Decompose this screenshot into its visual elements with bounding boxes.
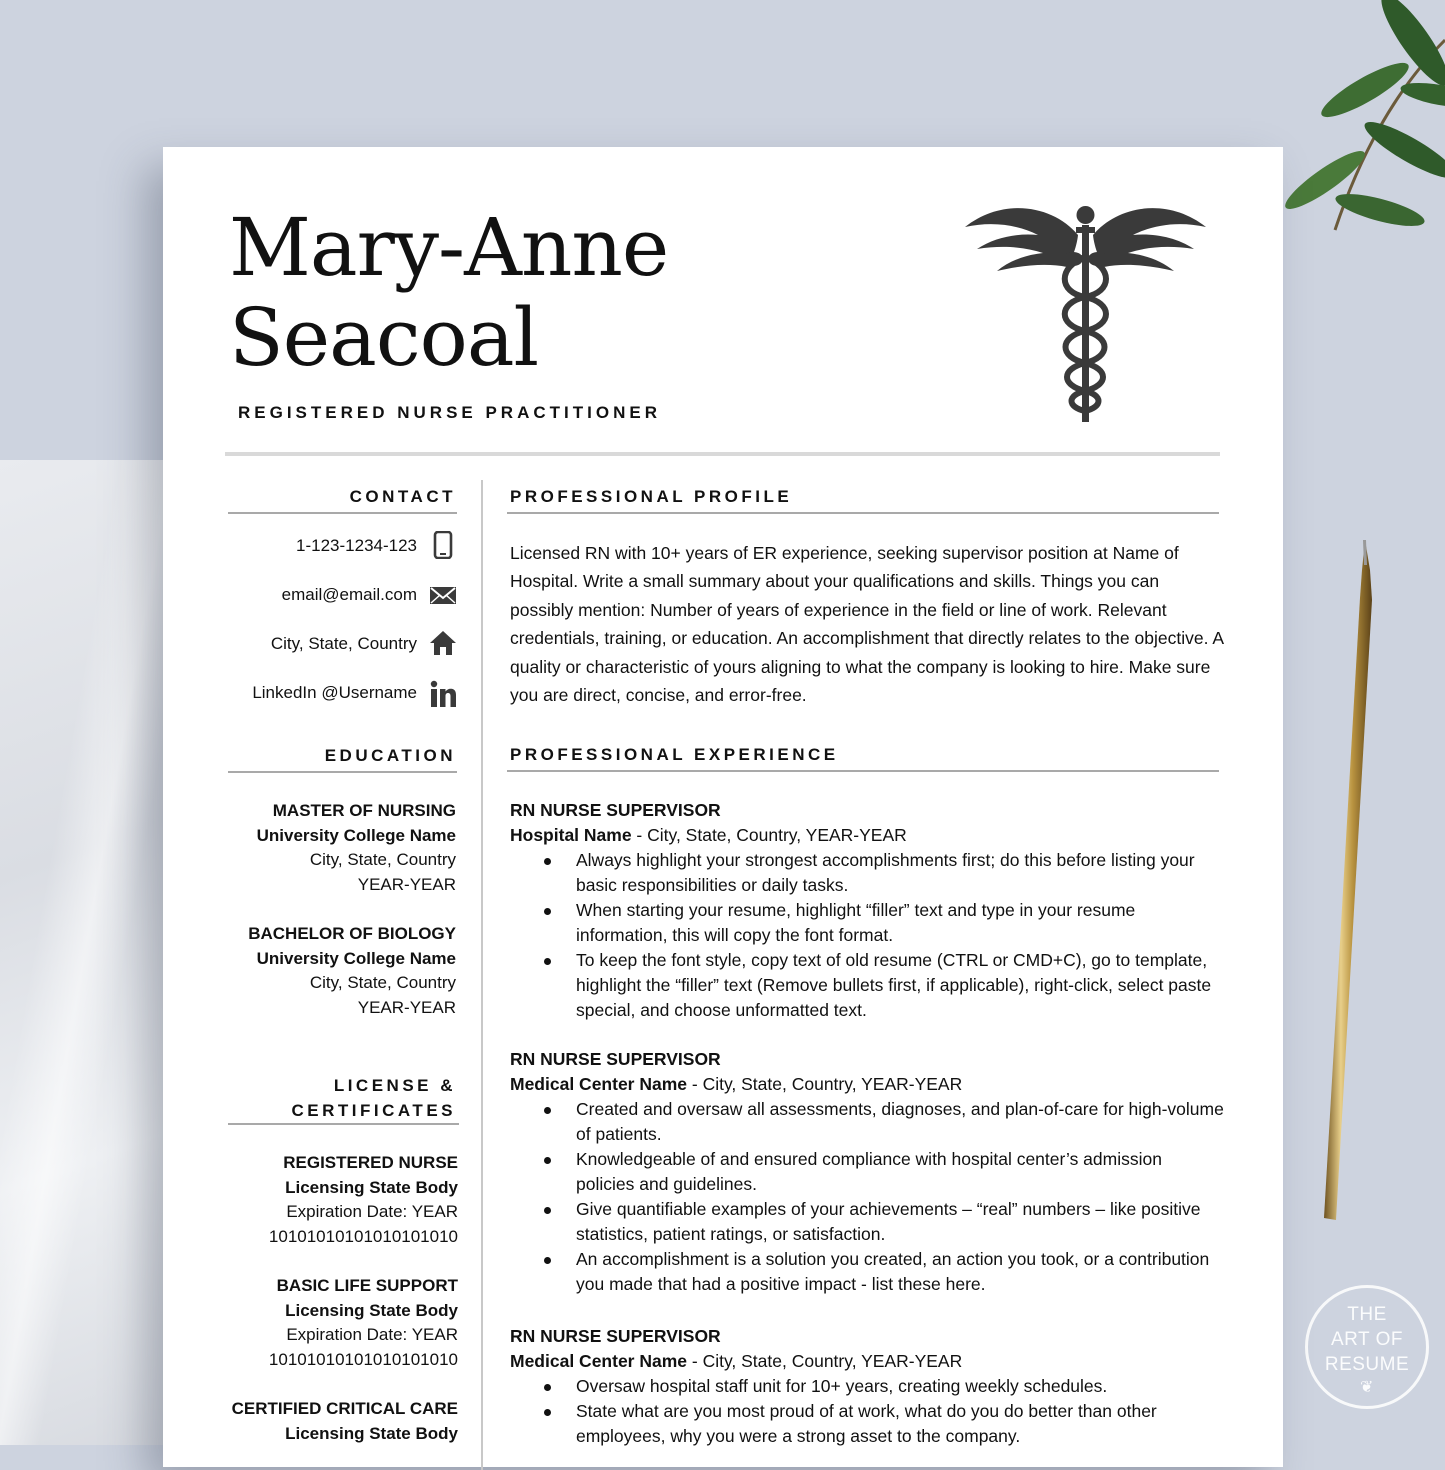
logo-line-3: RESUME (1324, 1354, 1410, 1375)
profile-rule (507, 512, 1219, 514)
license-body: Licensing State Body (285, 1423, 458, 1443)
bullet-item: When starting your resume, highlight “filler” text and type in your resume information, this will copy the font format. (510, 898, 1225, 948)
profile-summary: Licensed RN with 10+ years of ER experience, seeking supervisor position at Name of Hospital. Write a small summary about your qualifications and skills. Things you can possibly mention: Number of years of experience in the field or line of work. Relevant credentials, training, or education. An accomplishment that directly relates to the objective. A quality or characteristic of yours aligning to what the company is looking to hire. Make sure you are direct, concise, and error-free. (510, 543, 1224, 706)
license-name: BASIC LIFE SUPPORT (276, 1276, 458, 1295)
license-name: CERTIFIED CRITICAL CARE (231, 1399, 458, 1418)
bullet-item: To keep the font style, copy text of old resume (CTRL or CMD+C), go to template, highlight the “filler” text (Remove bullets first, if applicable), right-click, select paste special, and choose unformatted text. (510, 948, 1225, 1023)
education-heading: EDUCATION (324, 746, 456, 765)
gold-pen-decoration (1310, 540, 1390, 1230)
license-body: Licensing State Body (285, 1177, 458, 1197)
experience-entry (510, 1047, 1225, 1297)
header-divider (225, 452, 1220, 456)
employer-name: Hospital Name (510, 825, 632, 845)
logo-line-1: THE (1347, 1304, 1387, 1325)
job-details: - City, State, Country, YEAR-YEAR (687, 1351, 963, 1371)
license-number: 10101010101010101010 (268, 1350, 458, 1370)
linkedin-icon (429, 680, 457, 708)
school-location: City, State, Country (309, 850, 456, 870)
bullet-item: Give quantifiable examples of your achievements – “real” numbers – like positive statistics, patient ratings, or satisfaction. (510, 1197, 1225, 1247)
bullet-item: An accomplishment is a solution you created, an action you took, or a contribution you made that had a positive impact - list these here. (510, 1247, 1225, 1297)
license-heading-line-2: CERTIFICATES (291, 1101, 456, 1120)
marble-surface (0, 460, 170, 1445)
license-entry (269, 1274, 458, 1373)
license-heading-line-1: LICENSE & (333, 1076, 456, 1095)
license-number: 10101010101010101010 (268, 1227, 458, 1247)
school-years: YEAR-YEAR (357, 998, 456, 1018)
mail-icon (429, 581, 457, 609)
job-details: - City, State, Country, YEAR-YEAR (687, 1074, 963, 1094)
resume-page (163, 147, 1283, 1467)
profile-heading: PROFESSIONAL PROFILE (510, 487, 793, 506)
first-name: Mary-Anne (229, 201, 669, 294)
license-expiration: Expiration Date: YEAR (286, 1202, 458, 1222)
school-name: University College Name (256, 825, 456, 845)
bullet-item: Knowledgeable of and ensured compliance with hospital center’s admission policies and guidelines. (510, 1147, 1225, 1197)
education-entry (248, 922, 456, 1021)
last-name: Seacoal (229, 291, 539, 384)
education-rule (228, 771, 457, 773)
license-entry (232, 1397, 458, 1446)
bullet-item: Always highlight your strongest accomplishments first; do this before listing your basic responsibilities or daily tasks. (510, 848, 1225, 898)
bullet-item: Oversaw hospital staff unit for 10+ years, creating weekly schedules. (510, 1374, 1225, 1399)
linkedin-text: LinkedIn @Username (252, 683, 417, 702)
column-divider (481, 480, 483, 1470)
home-icon (429, 629, 457, 657)
license-name: REGISTERED NURSE (283, 1153, 458, 1172)
experience-heading: PROFESSIONAL EXPERIENCE (510, 745, 839, 764)
bullet-item: State what are you most proud of at work, what do you do better than other employees, why you were a strong asset to the company. (510, 1399, 1225, 1449)
license-rule (228, 1123, 459, 1125)
experience-entry (510, 1324, 1225, 1449)
phone-icon (429, 531, 457, 559)
license-expiration: Expiration Date: YEAR (286, 1325, 458, 1345)
license-entry (269, 1151, 458, 1250)
job-bullets (510, 1097, 1225, 1297)
employer-name: Medical Center Name (510, 1351, 688, 1371)
experience-entry (510, 798, 1225, 1023)
contact-heading: CONTACT (349, 487, 456, 506)
lotus-icon: ❦ (1360, 1379, 1374, 1396)
caduceus-icon (963, 197, 1208, 427)
contact-rule (228, 512, 457, 514)
job-bullets (510, 848, 1225, 1023)
phone-text: 1-123-1234-123 (296, 536, 417, 555)
job-details: - City, State, Country, YEAR-YEAR (631, 825, 907, 845)
experience-rule (507, 770, 1219, 772)
school-location: City, State, Country (309, 973, 456, 993)
employer-name: Medical Center Name (510, 1074, 688, 1094)
job-role: RN NURSE SUPERVISOR (510, 800, 721, 820)
candidate-name (229, 203, 668, 383)
location-text: City, State, Country (270, 634, 417, 653)
job-role: RN NURSE SUPERVISOR (510, 1326, 721, 1346)
license-heading (292, 1073, 456, 1123)
job-role: RN NURSE SUPERVISOR (510, 1049, 721, 1069)
license-body: Licensing State Body (285, 1300, 458, 1320)
job-title: REGISTERED NURSE PRACTITIONER (238, 403, 661, 422)
degree-name: BACHELOR OF BIOLOGY (248, 924, 456, 943)
art-of-resume-logo (1305, 1285, 1429, 1409)
bullet-item: Created and oversaw all assessments, diagnoses, and plan-of-care for high-volume of patients. (510, 1097, 1225, 1147)
logo-line-2: ART OF (1331, 1329, 1403, 1350)
job-bullets (510, 1374, 1225, 1449)
degree-name: MASTER OF NURSING (272, 801, 456, 820)
school-years: YEAR-YEAR (357, 875, 456, 895)
education-entry (257, 799, 456, 898)
school-name: University College Name (256, 948, 456, 968)
email-text: email@email.com (281, 585, 417, 604)
